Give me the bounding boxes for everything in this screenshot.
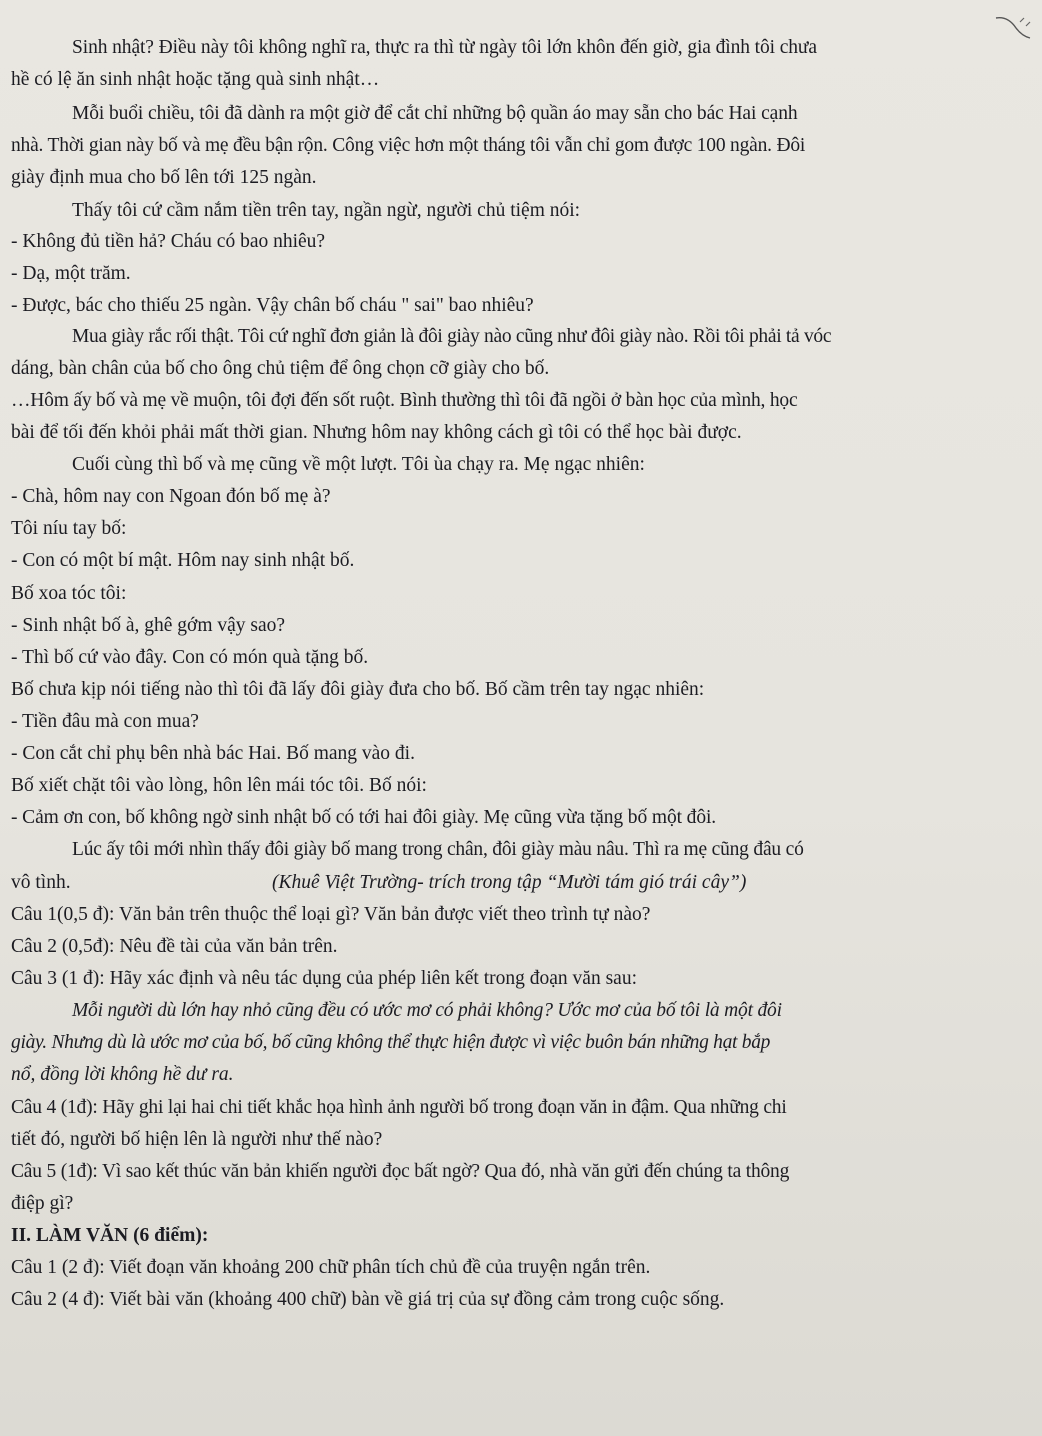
writing-question-2: Câu 2 (4 đ): Viết bài văn (khoảng 400 chữ) bàn về giá trị của sự đồng cảm trong cuộc sống. xyxy=(11,1289,725,1310)
story-line: Mua giày rắc rối thật. Tôi cứ nghĩ đơn giản là đôi giày nào cũng như đôi giày nào. Rồi tôi phải tả vóc xyxy=(72,326,832,347)
story-line: vô tình. xyxy=(11,872,71,893)
dialogue-line: - Sinh nhật bố à, ghê gớm vậy sao? xyxy=(11,615,286,636)
story-line: Thấy tôi cứ cầm nắm tiền trên tay, ngần ngừ, người chủ tiệm nói: xyxy=(72,200,581,221)
story-line: hề có lệ ăn sinh nhật hoặc tặng quà sinh nhật… xyxy=(11,69,380,90)
dialogue-line: - Được, bác cho thiếu 25 ngàn. Vậy chân bố cháu " sai" bao nhiêu? xyxy=(11,295,534,316)
dialogue-line: - Cảm ơn con, bố không ngờ sinh nhật bố có tới hai đôi giày. Mẹ cũng vừa tặng bố một đôi. xyxy=(11,807,717,828)
dialogue-line: - Con cắt chỉ phụ bên nhà bác Hai. Bố mang vào đi. xyxy=(11,743,415,764)
question-4: tiết đó, người bố hiện lên là người như thế nào? xyxy=(11,1129,383,1150)
writing-question-1: Câu 1 (2 đ): Viết đoạn văn khoảng 200 chữ phân tích chủ đề của truyện ngắn trên. xyxy=(11,1257,651,1278)
story-line: Bố xoa tóc tôi: xyxy=(11,583,127,604)
story-line: Lúc ấy tôi mới nhìn thấy đôi giày bố mang trong chân, đôi giày màu nâu. Thì ra mẹ cũng đâu có xyxy=(72,839,804,860)
question-4: Câu 4 (1đ): Hãy ghi lại hai chi tiết khắc họa hình ảnh người bố trong đoạn văn in đậm. Qua những chi xyxy=(11,1097,787,1118)
question-5: điệp gì? xyxy=(11,1193,74,1214)
story-line: Tôi níu tay bố: xyxy=(11,518,127,539)
dialogue-line: - Thì bố cứ vào đây. Con có món quà tặng bố. xyxy=(11,647,369,668)
dialogue-line: - Dạ, một trăm. xyxy=(11,263,131,284)
dialogue-line: - Tiền đâu mà con mua? xyxy=(11,711,199,732)
story-line: Bố chưa kịp nói tiếng nào thì tôi đã lấy đôi giày đưa cho bố. Bố cầm trên tay ngạc nhiên: xyxy=(11,679,705,700)
dialogue-line: - Chà, hôm nay con Ngoan đón bố mẹ à? xyxy=(11,486,331,507)
section-heading: II. LÀM VĂN (6 điểm): xyxy=(11,1225,209,1246)
story-line: Mỗi buổi chiều, tôi đã dành ra một giờ để cắt chỉ những bộ quần áo may sẵn cho bác Hai cạnh xyxy=(72,103,798,124)
story-line: giày định mua cho bố lên tới 125 ngàn. xyxy=(11,167,317,188)
question-5: Câu 5 (1đ): Vì sao kết thúc văn bản khiến người đọc bất ngờ? Qua đó, nhà văn gửi đến chúng ta thông xyxy=(11,1161,790,1182)
story-line: bài để tối đến khỏi phải mất thời gian. Nhưng hôm nay không cách gì tôi có thể học bài được. xyxy=(11,422,742,443)
question-2: Câu 2 (0,5đ): Nêu đề tài của văn bản trên. xyxy=(11,936,338,957)
dialogue-line: - Không đủ tiền hả? Cháu có bao nhiêu? xyxy=(11,231,326,252)
story-line: dáng, bàn chân của bố cho ông chủ tiệm để ông chọn cỡ giày cho bố. xyxy=(11,358,550,379)
story-line: …Hôm ấy bố và mẹ về muộn, tôi đợi đến sốt ruột. Bình thường thì tôi đã ngồi ở bàn học của mình, học xyxy=(11,390,798,411)
story-line: Sinh nhật? Điều này tôi không nghĩ ra, thực ra thì từ ngày tôi lớn khôn đến giờ, gia đình tôi chưa xyxy=(72,37,817,58)
quoted-paragraph: nổ, đồng lời không hề dư ra. xyxy=(11,1064,234,1085)
story-line: Cuối cùng thì bố và mẹ cũng về một lượt. Tôi ùa chạy ra. Mẹ ngạc nhiên: xyxy=(72,454,645,475)
source-citation: (Khuê Việt Trường- trích trong tập “Mười tám gió trái cây”) xyxy=(272,872,747,893)
quoted-paragraph: Mỗi người dù lớn hay nhỏ cũng đều có ước mơ có phải không? Ước mơ của bố tôi là một đôi xyxy=(72,1000,782,1021)
story-line: Bố xiết chặt tôi vào lòng, hôn lên mái tóc tôi. Bố nói: xyxy=(11,775,427,796)
quoted-paragraph: giày. Nhưng dù là ước mơ của bố, bố cũng không thể thực hiện được vì việc buôn bán những hạt bắp xyxy=(11,1032,771,1053)
dialogue-line: - Con có một bí mật. Hôm nay sinh nhật bố. xyxy=(11,550,355,571)
story-line: nhà. Thời gian này bố và mẹ đều bận rộn. Công việc hơn một tháng tôi vẫn chỉ gom được 100 ngàn. Đôi xyxy=(11,135,806,156)
question-3: Câu 3 (1 đ): Hãy xác định và nêu tác dụng của phép liên kết trong đoạn văn sau: xyxy=(11,968,637,989)
question-1: Câu 1(0,5 đ): Văn bản trên thuộc thể loại gì? Văn bản được viết theo trình tự nào? xyxy=(11,904,651,925)
